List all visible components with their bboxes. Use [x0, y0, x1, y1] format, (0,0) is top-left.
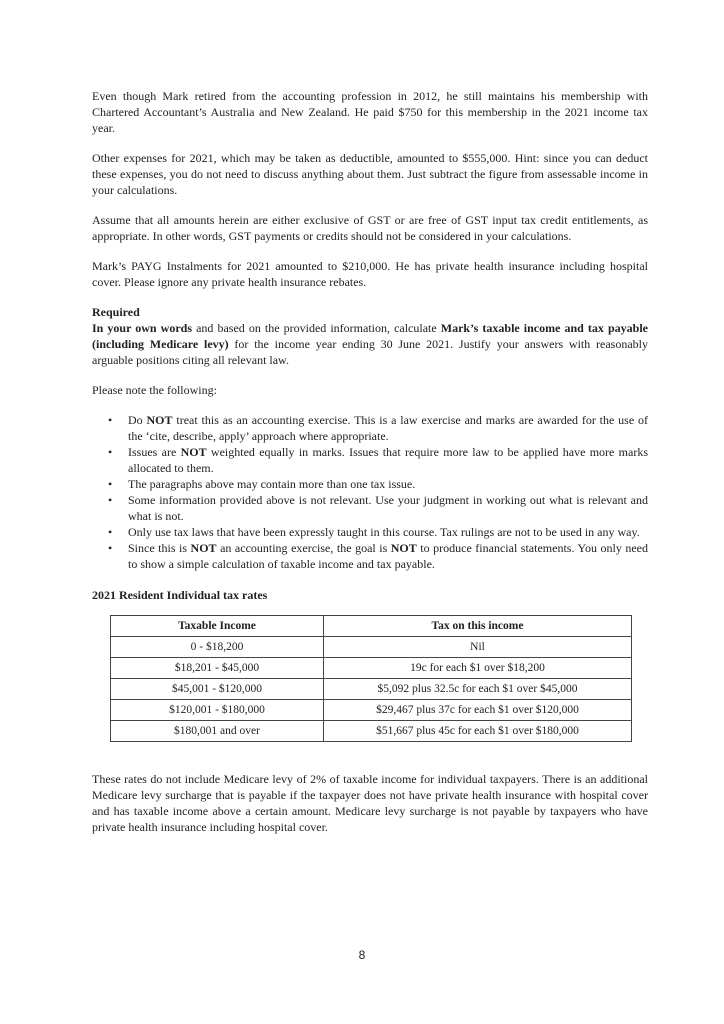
- table-row: [111, 679, 632, 700]
- bullet-bold: NOT: [180, 445, 207, 459]
- list-item: [92, 540, 648, 572]
- bullet-text: an accounting exercise, the goal is: [216, 541, 391, 555]
- table-cell: $51,667 plus 45c for each $1 over $180,000: [324, 721, 632, 742]
- table-cell: $45,001 - $120,000: [111, 679, 324, 700]
- required-text-2: for the income year ending 30 June 2021. Justify your answers with reasonably arguable positions citing all relevant law.: [92, 337, 648, 367]
- list-item: [92, 412, 648, 444]
- bullet-text: Some information provided above is not relevant. Use your judgment in working out what is relevant and what is not.: [128, 493, 648, 523]
- paragraph-membership: Even though Mark retired from the accounting profession in 2012, he still maintains his membership with Chartered Accountant’s Australia and New Zealand. He paid $750 for this membership in the 2021 income tax year.: [92, 89, 648, 135]
- bullet-bold: NOT: [390, 541, 417, 555]
- bullet-text: weighted equally in marks. Issues that require more law to be applied have more marks allocated to them.: [128, 445, 649, 475]
- document-page: [92, 88, 648, 849]
- paragraph-payg: Mark’s PAYG Instalments for 2021 amounted to $210,000. He has private health insurance including hospital cover. Please ignore any private health insurance rebates.: [92, 259, 648, 289]
- paragraph-gst: Assume that all amounts herein are either exclusive of GST or are free of GST input tax credit entitlements, as appropriate. In other words, GST payments or credits should not be considered in your calculations.: [92, 213, 648, 243]
- list-item: [92, 492, 648, 524]
- bullet-icon: •: [108, 525, 113, 539]
- column-header-taxable-income: Taxable Income: [111, 616, 324, 637]
- table-row: [111, 700, 632, 721]
- note-intro: Please note the following:: [92, 383, 217, 397]
- bullet-icon: •: [108, 445, 113, 459]
- required-heading: Required: [92, 305, 140, 319]
- list-item: [92, 476, 648, 492]
- bullet-text: Only use tax laws that have been expressly taught in this course. Tax rulings are not to be used in any way.: [128, 525, 640, 539]
- bullet-icon: •: [108, 493, 113, 507]
- bullet-icon: •: [108, 413, 113, 427]
- bullet-text: to produce financial statements. You only need to show a simple calculation of taxable income and tax payable.: [128, 541, 648, 571]
- tax-rates-table: [110, 615, 632, 742]
- column-header-tax-on-income: Tax on this income: [324, 616, 632, 637]
- table-cell: $18,201 - $45,000: [111, 658, 324, 679]
- list-item: [92, 524, 648, 540]
- tax-table-title: 2021 Resident Individual tax rates: [92, 588, 268, 602]
- required-bold-task: Mark’s taxable income and tax payable (including Medicare levy): [92, 321, 648, 351]
- table-cell: $5,092 plus 32.5c for each $1 over $45,000: [324, 679, 632, 700]
- bullet-bold: NOT: [190, 541, 217, 555]
- list-item: [92, 444, 648, 476]
- required-text: [92, 320, 648, 368]
- bullet-text: Since this is: [128, 541, 191, 555]
- page-number: 8: [358, 948, 366, 962]
- table-cell: Nil: [324, 637, 632, 658]
- paragraph-other-expenses: Other expenses for 2021, which may be taken as deductible, amounted to $555,000. Hint: since you can deduct these expenses, you do not need to discuss anything about them. Just subtract the figure from assessable income in your calculations.: [92, 151, 648, 197]
- bullet-icon: •: [108, 477, 113, 491]
- bullet-text: The paragraphs above may contain more than one tax issue.: [128, 477, 416, 491]
- table-cell: $180,001 and over: [111, 721, 324, 742]
- paragraph-medicare-levy: These rates do not include Medicare levy of 2% of taxable income for individual taxpayers. There is an additional Medicare levy surcharge that is payable if the taxpayer does not have private health insurance with hospital cover and has taxable income above a certain amount. Medicare levy surcharge is not payable by taxpayers who have private health insurance including hospital cover.: [92, 772, 648, 834]
- table-cell: $120,001 - $180,000: [111, 700, 324, 721]
- bullet-bold: NOT: [146, 413, 173, 427]
- table-cell: $29,467 plus 37c for each $1 over $120,000: [324, 700, 632, 721]
- required-bold-own-words: In your own words: [92, 321, 192, 335]
- notes-list: [92, 412, 648, 572]
- bullet-text: Do: [128, 413, 147, 427]
- table-row: [111, 637, 632, 658]
- table-row: [111, 658, 632, 679]
- required-text-1: and based on the provided information, calculate: [192, 321, 441, 335]
- bullet-text: Issues are: [128, 445, 181, 459]
- bullet-text: treat this as an accounting exercise. This is a law exercise and marks are awarded for the use of the ‘cite, describe, apply’ approach where appropriate.: [128, 413, 649, 443]
- bullet-icon: •: [108, 541, 113, 555]
- table-header-row: [111, 616, 632, 637]
- table-cell: 19c for each $1 over $18,200: [324, 658, 632, 679]
- table-cell: 0 - $18,200: [111, 637, 324, 658]
- table-row: [111, 721, 632, 742]
